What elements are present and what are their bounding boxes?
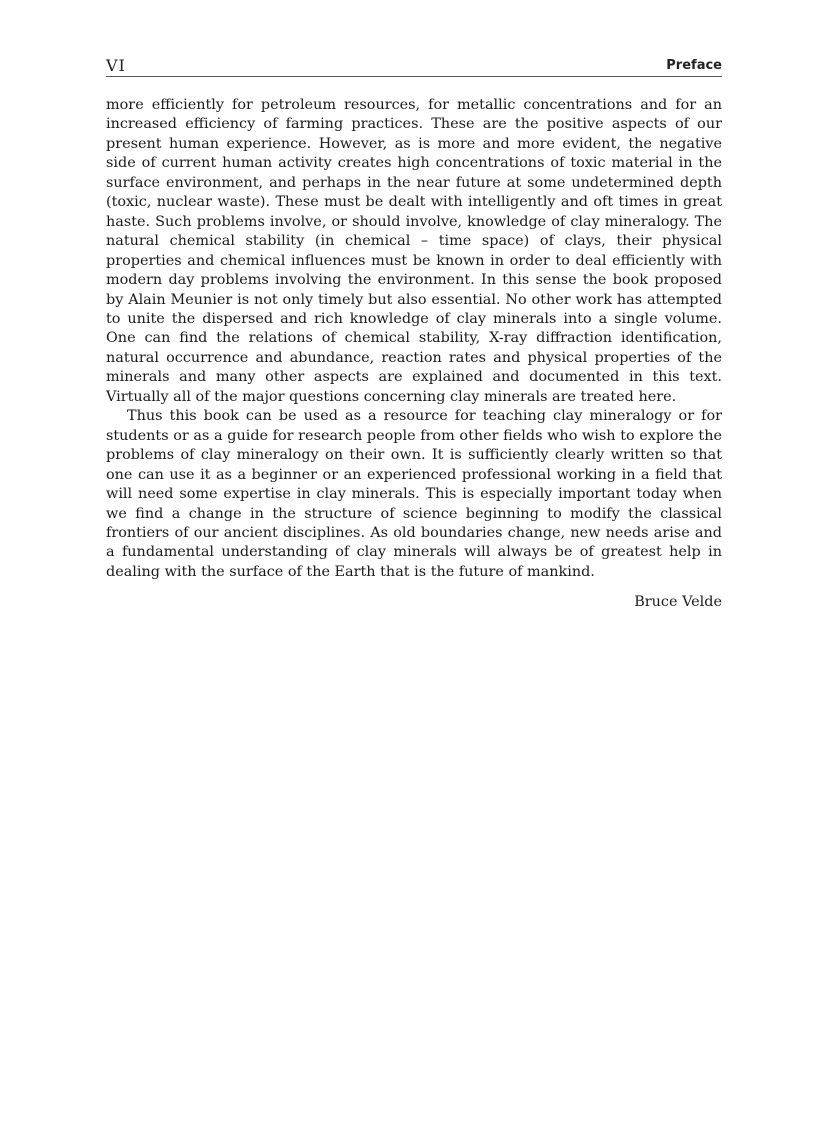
page-number: VI — [106, 56, 126, 75]
book-page — [106, 52, 722, 613]
section-title: Preface — [666, 58, 722, 73]
paragraph-continued: more efficiently for petroleum resources, for metallic concentrations and for an increased efficiency of farming practices. These are the positive aspects of our present human experience. However, as is more and more evident, the negative side of current human activity creates high concentrations of toxic material in the surface environment, and perhaps in the near future at some undetermined depth (toxic, nuclear waste). These must be dealt with intelligently and oft times in great haste. Such problems involve, or should involve, knowledge of clay mineralogy. The natural chemical stability (in chemical – time space) of clays, their physical properties and chemical influences must be known in order to deal efficiently with modern day problems involving the environment. In this sense the book proposed by Alain Meunier is not only timely but also essential. No other work has attempted to unite the dispersed and rich knowledge of clay minerals into a single volume. One can find the relations of chemical stability, X-ray diffraction identification, natural occurrence and abundance, reaction rates and physical properties of the minerals and many other aspects are explained and documented in this text. Virtually all of the major questions concerning clay minerals are treated here. — [106, 97, 722, 405]
preface-body — [106, 96, 722, 582]
author-signature: Bruce Velde — [634, 594, 722, 611]
paragraph: Thus this book can be used as a resource for teaching clay mineralogy or for students or as a guide for research people from other fields who wish to explore the problems of clay mineralogy on their own. It is sufficiently clearly written so that one can use it as a beginner or an experienced professional working in a field that will need some expertise in clay minerals. This is especially important today when we find a change in the structure of science beginning to modify the classical frontiers of our ancient disciplines. As old boundaries change, new needs arise and a fundamental understanding of clay minerals will always be of greatest help in dealing with the surface of the Earth that is the future of mankind. — [106, 408, 722, 580]
running-header — [106, 52, 722, 77]
